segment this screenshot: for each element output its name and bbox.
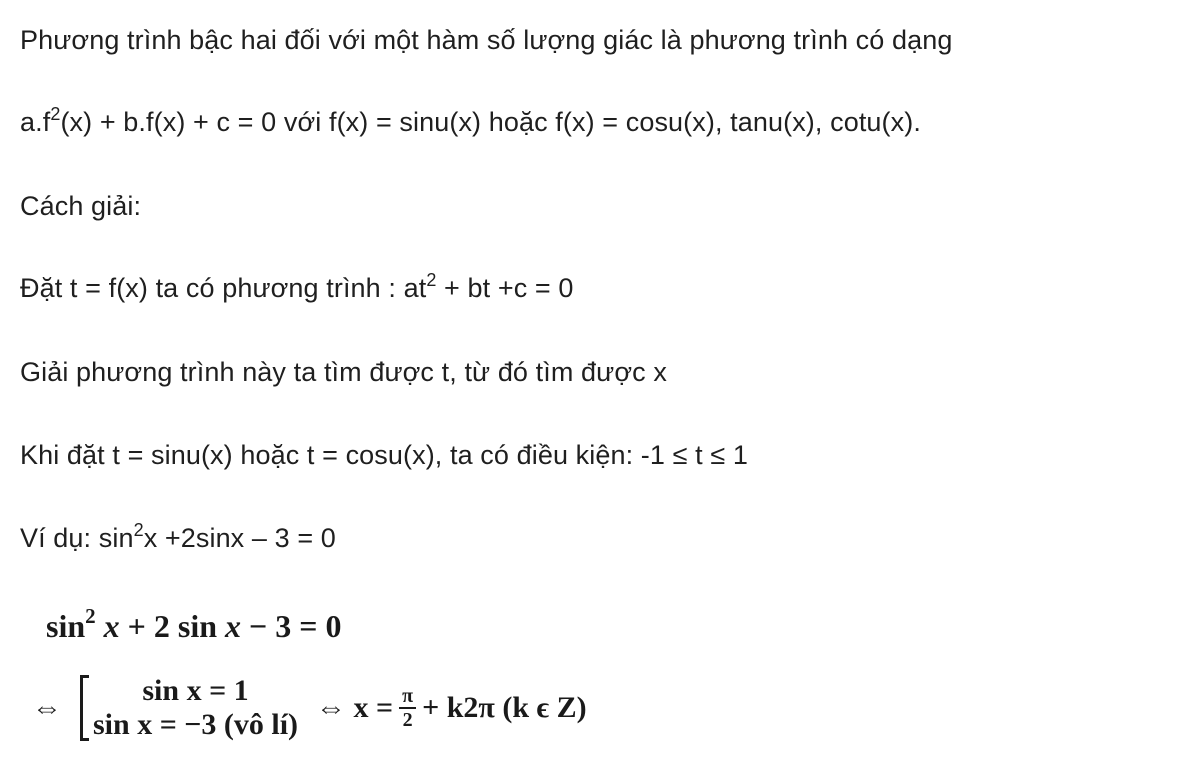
case-bracket: [80, 675, 89, 741]
paragraph-substitution: [20, 270, 573, 306]
math-exponent: 2: [85, 604, 96, 628]
solution-cases: [93, 674, 298, 742]
substitution-part-1: Đặt t = f(x) ta có phương trình : at: [20, 273, 427, 303]
example-part-2: x +2sinx – 3 = 0: [143, 523, 336, 553]
exponent: 2: [50, 104, 61, 124]
fraction-denominator: 2: [402, 709, 413, 731]
paragraph-condition: [20, 437, 748, 473]
math-term: + 2 sin: [119, 608, 226, 644]
math-term: − 3 = 0: [241, 608, 342, 644]
solve-step-text: Giải phương trình này ta tìm được t, từ đó tìm được x: [20, 357, 667, 387]
paragraph-example: [20, 520, 336, 556]
case-2: sin x = −3 (vô lí): [93, 708, 299, 741]
case-1: sin x = 1: [142, 674, 249, 707]
math-solution: [32, 668, 587, 748]
math-variable: x: [225, 608, 242, 644]
heading-solution-method: [20, 188, 141, 224]
paragraph-definition: [20, 22, 952, 58]
final-solution: [316, 685, 587, 731]
fraction-pi-over-2: [399, 685, 416, 731]
fraction-numerator: π: [399, 685, 416, 709]
final-solution-lhs: ⇔ x =: [316, 691, 394, 724]
general-form-part-2: (x) + b.f(x) + c = 0 với f(x) = sinu(x) hoặc f(x) = cosu(x), tanu(x), cotu(x).: [60, 107, 921, 137]
final-solution-tail: + k2π (k ϵ Z): [422, 691, 587, 724]
paragraph-general-form: [20, 104, 921, 140]
solution-method-label: Cách giải:: [20, 191, 142, 221]
exponent: 2: [426, 270, 437, 290]
definition-text: Phương trình bậc hai đối với một hàm số lượng giác là phương trình có dạng: [20, 25, 953, 55]
math-sin: sin: [46, 608, 86, 644]
exponent: 2: [133, 520, 144, 540]
paragraph-solve-step: [20, 354, 667, 390]
math-equation-example: [46, 606, 341, 646]
equivalence-symbol: ⇔: [32, 691, 62, 724]
substitution-part-2: + bt +c = 0: [436, 273, 574, 303]
condition-text: Khi đặt t = sinu(x) hoặc t = cosu(x), ta có điều kiện: -1 ≤ t ≤ 1: [20, 440, 748, 470]
example-part-1: Ví dụ: sin: [20, 523, 134, 553]
math-variable: x: [95, 608, 120, 644]
general-form-part-1: a.f: [20, 107, 51, 137]
